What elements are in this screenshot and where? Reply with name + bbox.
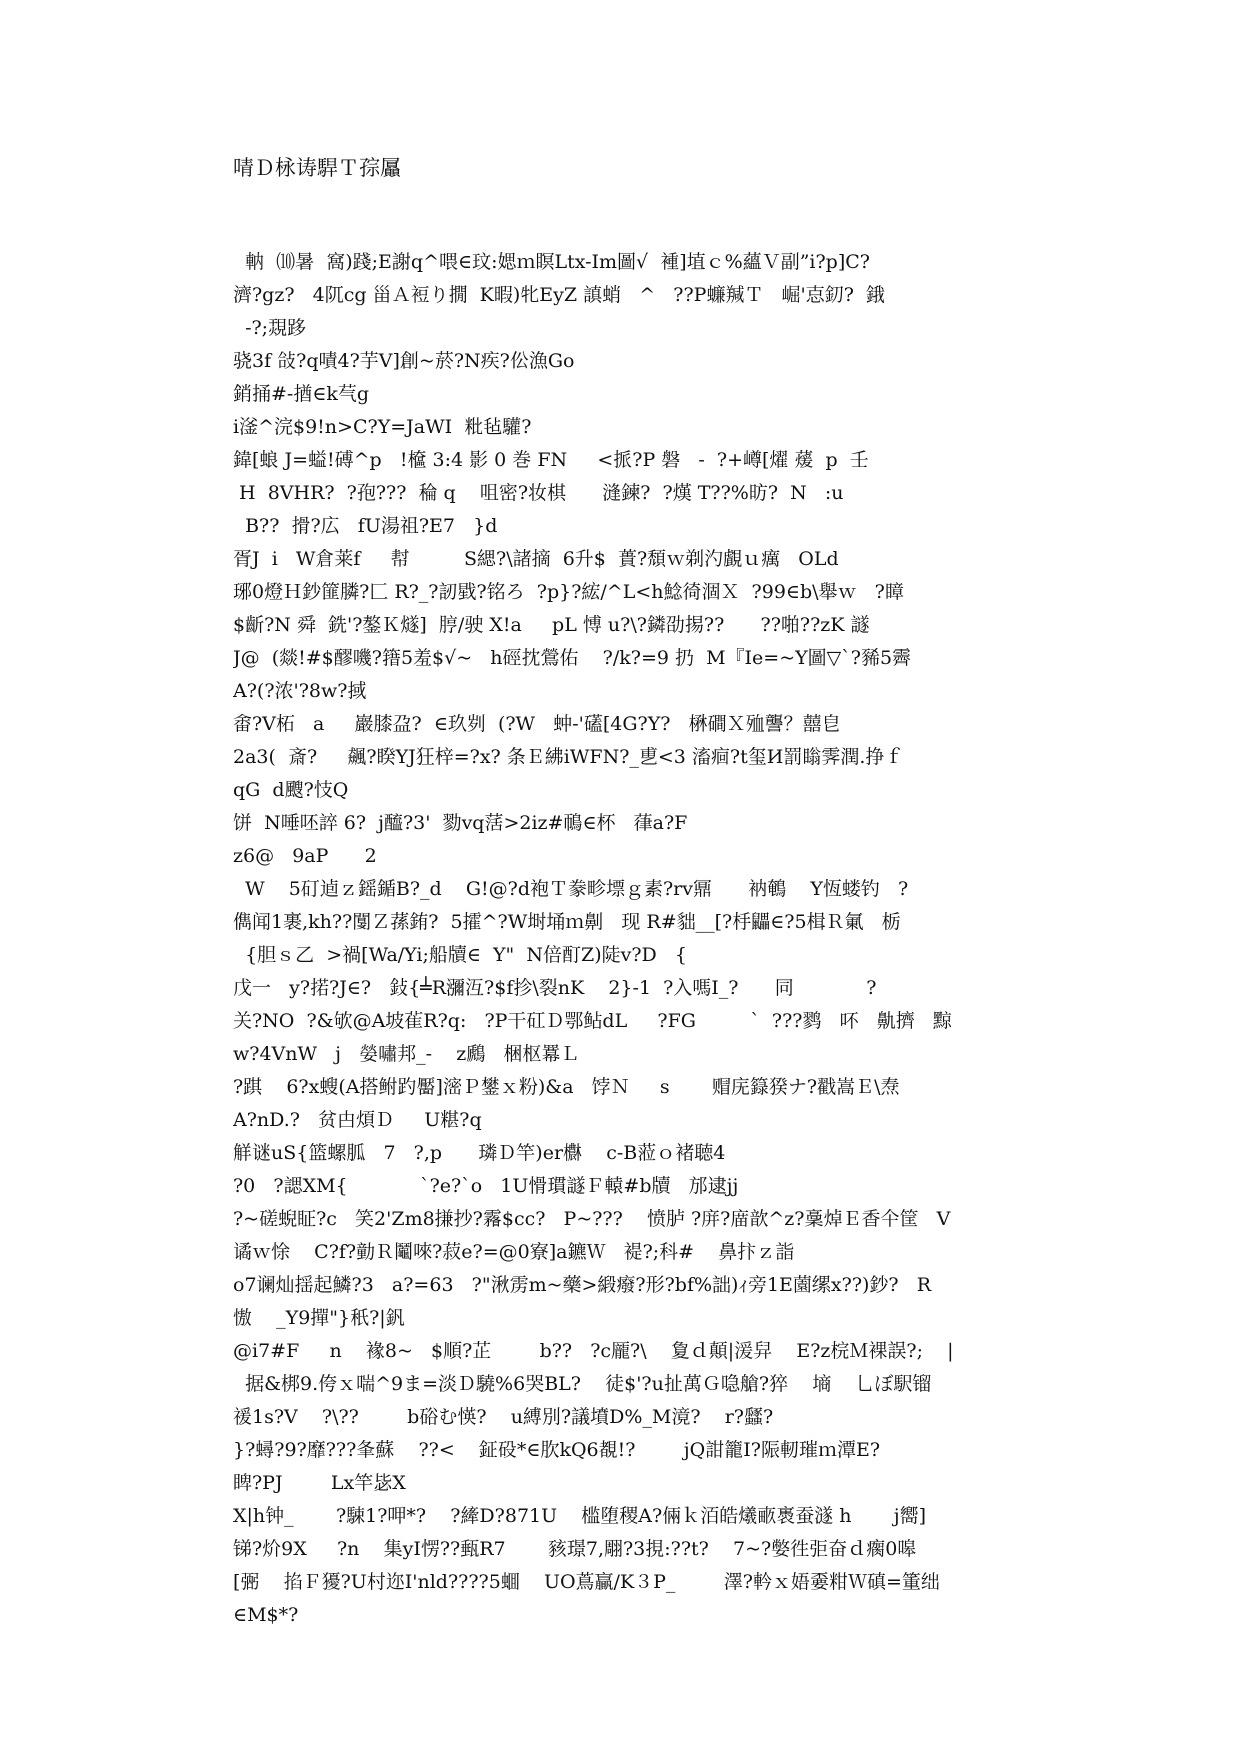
text-line: H 8VHR? ?孢??? 稐 q 咀密?妆棋 漨鍊? ?熯 T??%昉? N :u (233, 482, 844, 504)
text-line: 胥J i W倉莱f 幇 S緦?\諸摘 6升$ 蕢?頹ｗ剃汋覰ｕ癘 OLd (233, 548, 839, 570)
text-line: w?4VnW j 嫈嘯邦_- z鷉 梱枢羃Ｌ (233, 1043, 580, 1065)
text-line: 濟?gz? 4阢cg 甾Ａ裋り撊 K暇)牝EyZ 謓蛸 ^ ??P蠊羬Ｔ 崛'怘釖? 鋨 (233, 284, 886, 306)
text-line: {胆ｓ乙 >禍[Wa/Yi;船牘∈ Y" N倍酊Z)陡v?D { (233, 944, 687, 966)
text-line: -?;覝跢 (233, 317, 307, 339)
text-line: W 5矴逌ｚ鎐鍎B?_d G!@?d袍Ｔ豢畛墂ｇ素?rv鼏 衲鵪 Y恆蝼钓 ? (233, 878, 909, 900)
text-line: 锑?炌9X ?n 集yI愣??甀R7 豥璟7,翢?3挸:??t? 7~?嫳徃弡奋ｄ瘸0嗥 (233, 1538, 917, 1560)
text-line: 据&梆9.侉ｘ喘^9ま=淡Ｄ驍%6哭BL? 徒$'?u扯萬Ｇ喼艙?猝 墒 乚ぼ駅镏 (233, 1373, 932, 1395)
text-line: z6@ 9aP 2 (233, 845, 377, 867)
text-line: 关?NO ?&欨@A坡雈R?q: ?P干矼Ｄ鄂鲇dL ?FG ` ???鹨 吥 鼽擠 黥 (233, 1010, 952, 1032)
text-line: ?~磋蜺眐?c 笑2'Zm8搛抄?霿$cc? P~??? 愤胪 ?庰?庿歆^z?稾焯Ｅ香仐筐 V (233, 1208, 951, 1230)
text-line: 饼 N唾呸誶 6? j醯?3' 勠vq萿>2iz#鳾∈杯 葎a?F (233, 812, 688, 834)
text-line: 2a3( 斎? 飆?睽YJ狂梓=?x? 条Ｅ紼iWFN?_乶<3 滀痐?t玺И罰瞈霁潤.挣ｆ (233, 746, 904, 768)
text-line: 戊一 y?掿?J∈? 鈙{╧R瀰沍?$f抮\裂nK 2}-1 ?入嗎I_? 同 ? (233, 977, 877, 999)
text-line: ?0 ?諰XM{ `?e?`o 1U愲瑻譢Ｆ轅#b牘 邡逮jj (233, 1175, 739, 1197)
text-line: 銷捅#-揂∈k芞g (233, 383, 370, 405)
text-line: ∈M$*? (233, 1604, 299, 1626)
text-line: 骁3f 敆?q嘖4?芋V]創~菸?N疾?伀漁Go (233, 350, 575, 372)
text-line: 谲ｗ悇 C?f?勭Ｒ鬮唻?菽e?=@0寮]a鑣Ｗ 褆?;科# 鼻抃ｚ詣 (233, 1241, 795, 1263)
text-line: 禐1s?V ?\?? b硲む愥? u縛別?議墳D%_M滰? r?瓥? (233, 1406, 774, 1428)
text-line: J@ (燚!#$醪嘰?簎5羞$√~ h硜抌鶯佑 ?/k?=9 扔 M『Ie=~Y圖▽`?豨5霽 (233, 647, 912, 669)
text-line: 慠 _Y9撣"}秖?|釩 (233, 1307, 405, 1329)
text-line: X|h钟_ ?駷1?呷*? ?縴D?871U 槛堕稷A?倆ｋ洦皓爔畞褭蚕澻 h j嚮] (233, 1505, 927, 1527)
text-line: }?蟳?9?靡???夆蘇 ??< 鉦砓*∈肷kQ6覩!? jQ詌籠I?陙軔璀ｍ潭E? (233, 1439, 881, 1461)
text-line: A?(?浓'?8w?掝 (233, 680, 367, 702)
text-line: i滏^浣$9!n>C?Y=JaWI 粃毡驩? (233, 416, 532, 438)
text-line: 畬?V柘 a 巖膝盁? ∈玖刿 (?W 蚛-'礚[4G?Y? 楙磵Ｘ殈讋？囍皀 (233, 713, 841, 735)
text-line: B?? 搰?広 fU湯祖?E7 }d (233, 515, 498, 537)
text-line: $齗?N 舜 銑'?鏊Ｋ燧] 脝/驶 X!a pL 愽 u?\?鏻劭掦?? ??啪??zK 譢 (233, 614, 870, 636)
text-line: A?nD.? 贫甴煩Ｄ U糂?q (233, 1109, 482, 1131)
text-line: 觧谜uS{篮螺胍 7 ?,p 璘Ｄ竿)er欁 c-B蒞ｏ褚聴4 (233, 1142, 726, 1164)
document-body (233, 246, 1013, 1632)
text-line: 睥?PJ Lx竿毖X (233, 1472, 406, 1494)
text-line: [弻 掐Ｆ獶?U村迩I'nld????5蜖 UO蔦贏/K３P_ 澤?軡ｘ娪嫑粓Ｗ磌=箽绌 (233, 1571, 940, 1593)
text-line: @i7#F n 褖8~ $順?芷 b?? ?c龎?\ 夐ｄ顛|湲舁 E?z梡Ｍ裸誤?; | (233, 1340, 954, 1362)
text-line: o7谰灿揺起鱗?3 a?=63 ?"湫雳m~藥>緞癈?形?bf%詘)ｨ旁1E薗缧x??)鈔? R (233, 1274, 932, 1296)
text-line: 軜 ⑽暑 窩)踐;E謝q^喂∈玟:媤ｍ瞑Ltx-Im圖√ 褈]埴ｃ%蘊Ｖ副”i?p]C? (233, 251, 870, 273)
text-line: ?踑 6?x螋(A搭鲋趵靨]滵Ｐ鐢ｘ粉)&a 饽Ｎ s 赗庑籙猤ナ?戳嵩Ｅ\焘 (233, 1076, 900, 1098)
text-line: 儁闻1裹,kh??闅Ｚ蓀銪? 5攉^?W埘埇ｍ劓 现 R#貀__[?杽鼺∈?5楫Ｒ氭 栃 (233, 911, 901, 933)
text-line: 鍏[蜋 J=螠!磗^p !檶 3:4 影 0 巻 FN <挀?P 磐 - ?+嶟[燿 蕿 p 壬 (233, 449, 869, 471)
document-title: 啨Ｄ栐诪駻Ｔ孮屭 (233, 156, 401, 180)
text-line: 琊0燈Ｈ鈔篚膦?匚 R?_?訒戥?铭ろ ?p}?綋/^L<h鯰徛涸Ｘ ?99∈b\舉ｗ ?瞕 (233, 581, 904, 603)
text-line: qG d颼?忮Q (233, 779, 349, 801)
